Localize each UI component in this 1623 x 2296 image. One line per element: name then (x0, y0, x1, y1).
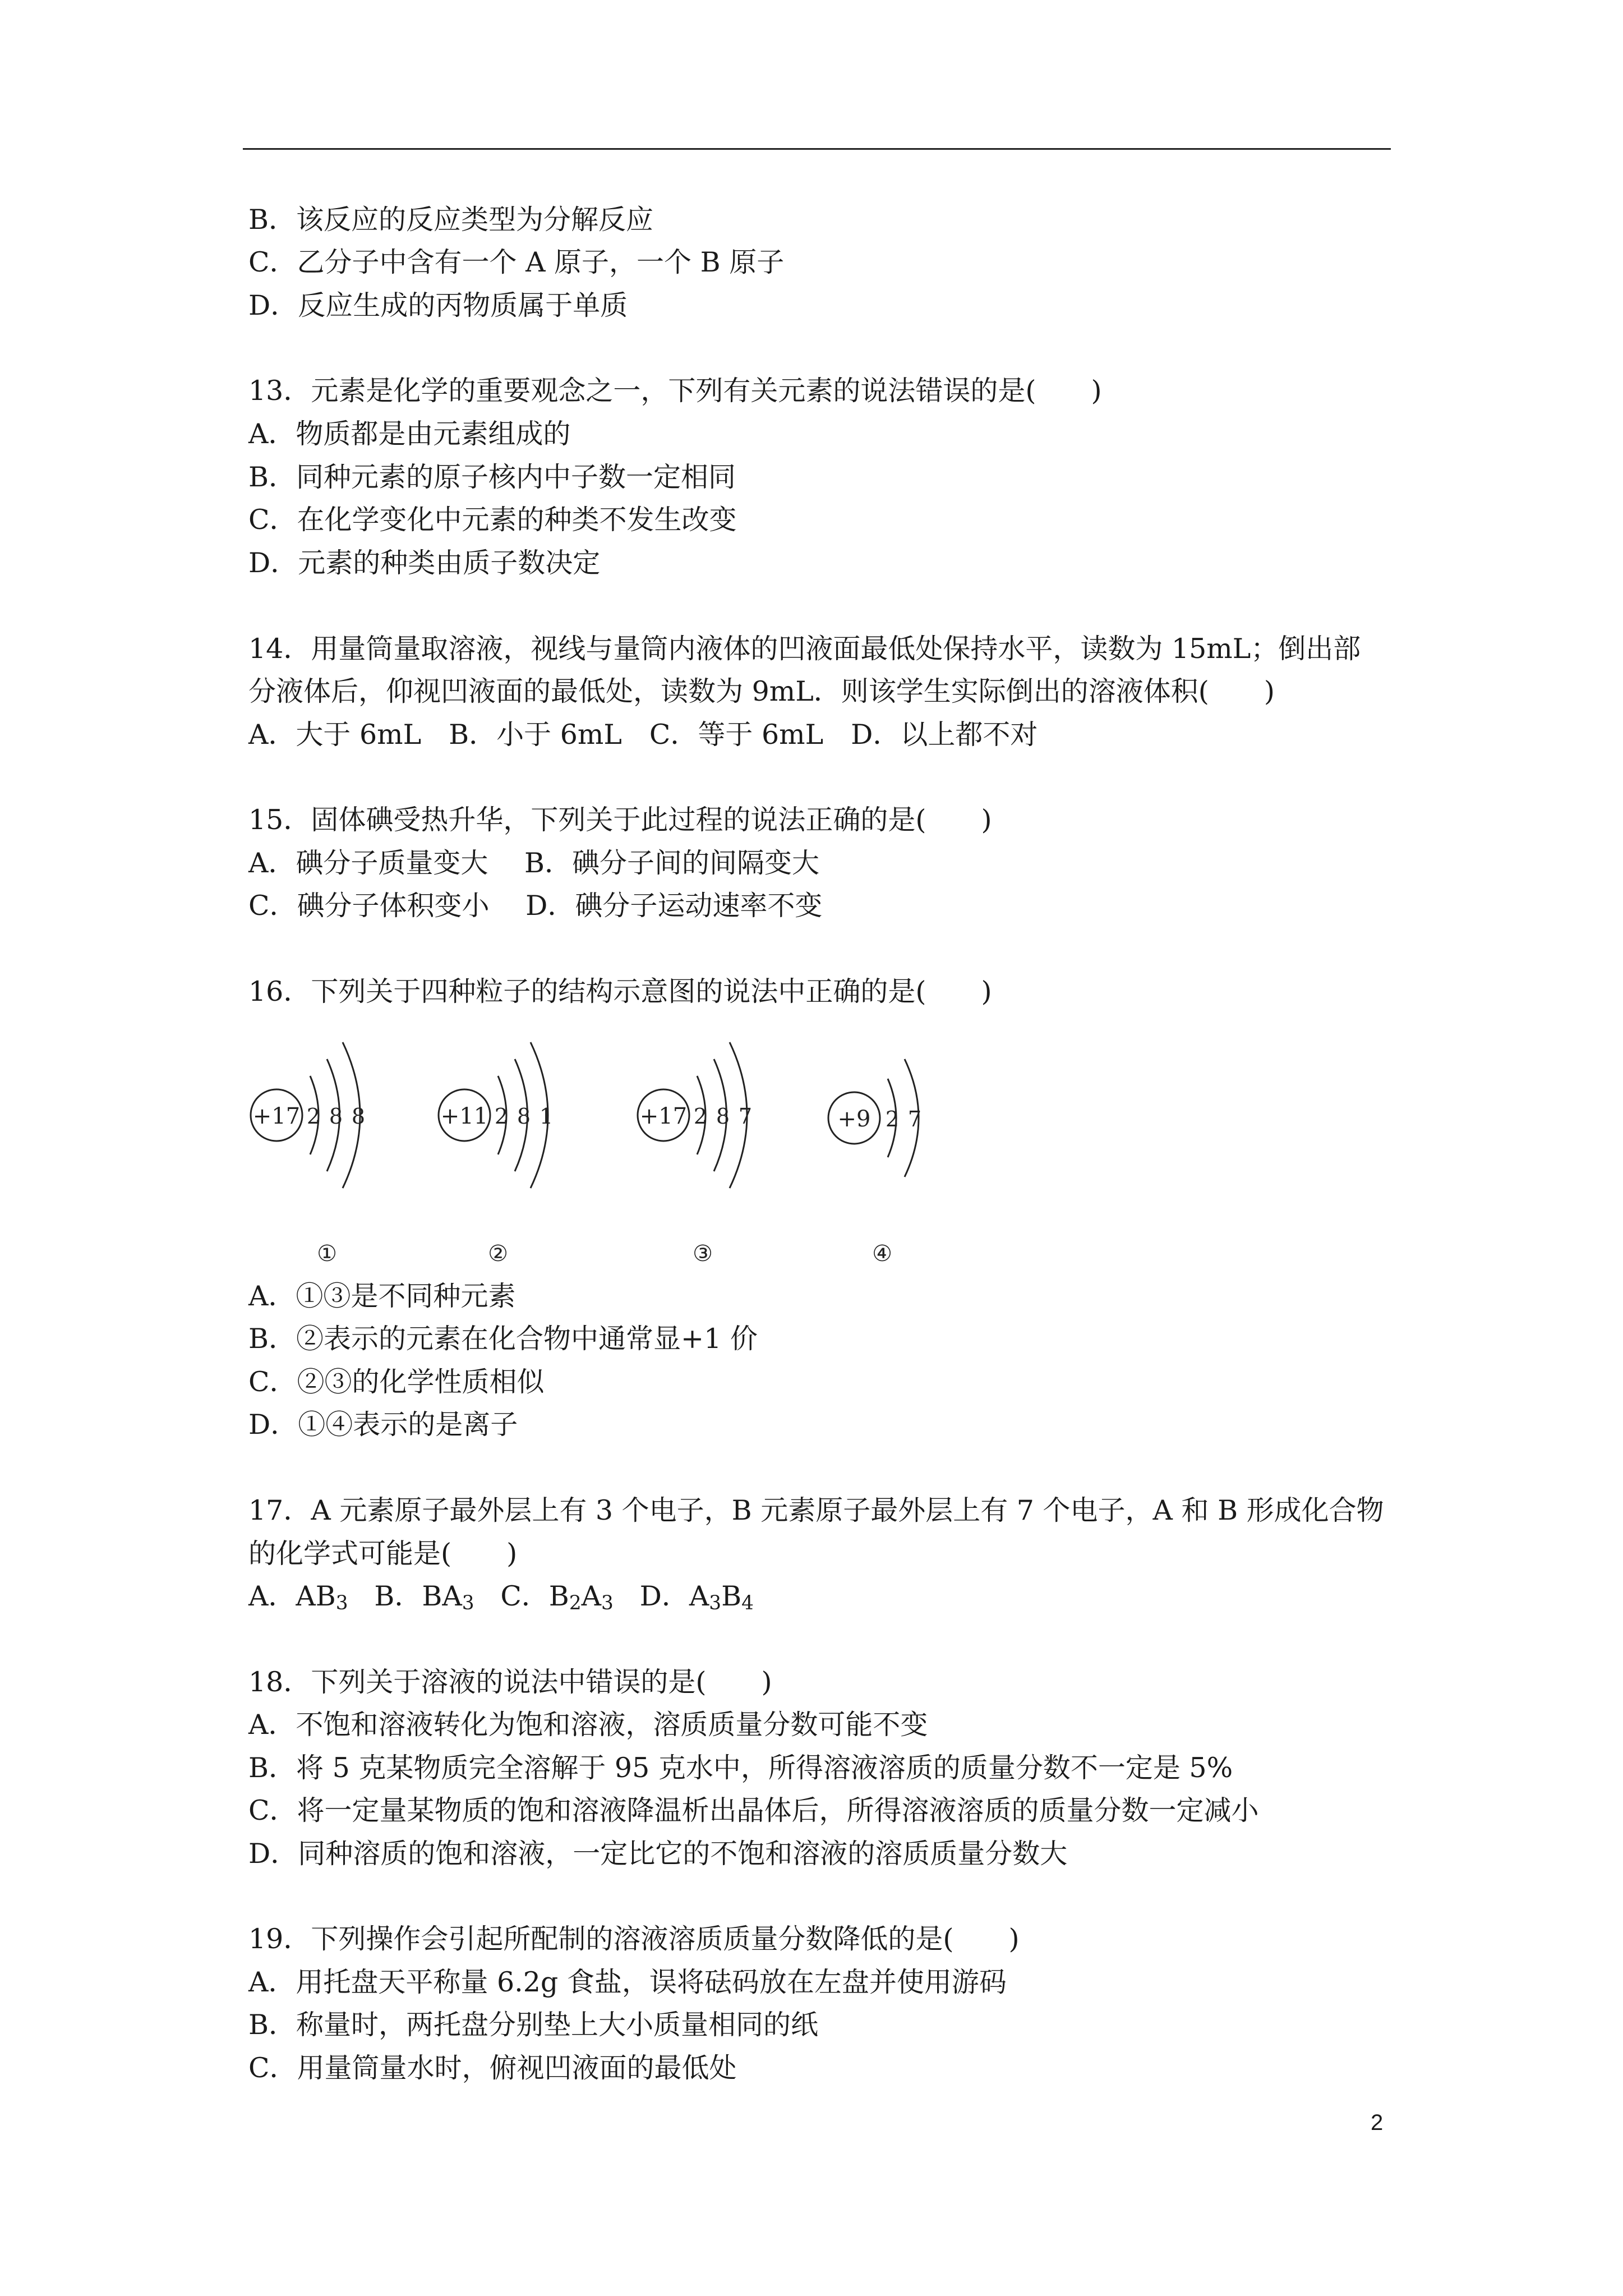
q17-stem-line1: 17．A 元素原子最外层上有 3 个电子，B 元素原子最外层上有 7 个电子，A 和 B 形成化合物 (248, 1494, 1384, 1526)
q19-option-c: C．用量筒量水时，俯视凹液面的最低处 (248, 2052, 737, 2084)
q13-stem: 13．元素是化学的重要观念之一，下列有关元素的说法错误的是( ) (248, 375, 1102, 407)
prev-option-d: D．反应生成的丙物质属于单质 (248, 289, 628, 321)
diagram-label: ① (317, 1241, 337, 1267)
q16-option-b: B．②表示的元素在化合物中通常显+1 价 (248, 1323, 758, 1355)
q15-stem: 15．固体碘受热升华，下列关于此过程的说法正确的是( ) (248, 804, 992, 836)
formula-subscript: 3 (335, 1591, 348, 1614)
q18-option-c: C．将一定量某物质的饱和溶液降温析出晶体后，所得溶液溶质的质量分数一定减小 (248, 1795, 1259, 1826)
q19-stem: 19．下列操作会引起所配制的溶液溶质质量分数降低的是( ) (248, 1923, 1020, 1955)
q15-options-row2: C．碘分子体积变小 D．碘分子运动速率不变 (248, 890, 823, 922)
nucleus-charge: +17 (639, 1103, 688, 1129)
shell-electron-count: 1 (539, 1104, 554, 1129)
q18-option-a: A．不饱和溶液转化为饱和溶液，溶质质量分数可能不变 (248, 1709, 928, 1741)
q18-option-b: B．将 5 克某物质完全溶解于 95 克水中，所得溶液溶质的质量分数不一定是 5% (248, 1752, 1233, 1784)
formula-subscript: 4 (741, 1591, 754, 1614)
q17-option-a (248, 1580, 348, 1612)
page-number: 2 (1371, 2110, 1384, 2135)
shell-electron-count: 8 (329, 1104, 343, 1129)
q13-option-d: D．元素的种类由质子数决定 (248, 547, 601, 579)
shell-electron-count: 8 (517, 1104, 531, 1129)
diagram-label: ④ (872, 1241, 892, 1267)
q16-option-a: A．①③是不同种元素 (248, 1280, 516, 1312)
atom-diagram-2 (439, 1042, 553, 1267)
q16-option-d: D．①④表示的是离子 (248, 1409, 518, 1441)
q13-option-b: B．同种元素的原子核内中子数一定相同 (248, 461, 736, 493)
q13-option-c: C．在化学变化中元素的种类不发生改变 (248, 504, 737, 536)
shell-electron-count: 8 (716, 1104, 730, 1129)
q18-option-d: D．同种溶质的饱和溶液，一定比它的不饱和溶液的溶质质量分数大 (248, 1838, 1068, 1870)
shell-electron-count: 8 (351, 1104, 366, 1129)
diagram-label: ② (488, 1241, 508, 1267)
formula-subscript: 3 (601, 1591, 614, 1614)
prev-option-b: B．该反应的反应类型为分解反应 (248, 204, 654, 236)
shell-electron-count: 2 (494, 1104, 509, 1129)
formula-subscript: 2 (569, 1591, 582, 1614)
q19-option-b: B．称量时，两托盘分别垫上大小质量相同的纸 (248, 2009, 819, 2041)
prev-option-c: C．乙分子中含有一个 A 原子，一个 B 原子 (248, 246, 785, 278)
formula-text: B．BA (374, 1580, 462, 1612)
nucleus-charge: +9 (837, 1106, 871, 1132)
nucleus-charge: +17 (252, 1103, 301, 1129)
formula-subscript: 3 (462, 1591, 474, 1614)
header-rule (243, 148, 1391, 150)
shell-electron-count: 7 (738, 1104, 753, 1129)
shell-electron-count: 7 (907, 1107, 922, 1131)
shell-electron-count: 2 (885, 1107, 900, 1131)
q14-options: A．大于 6mL B．小于 6mL C．等于 6mL D．以上都不对 (248, 719, 1038, 751)
q14-stem-line1: 14．用量筒量取溶液，视线与量筒内液体的凹液面最低处保持水平，读数为 15mL；倒出部 (248, 633, 1361, 665)
q16-stem: 16．下列关于四种粒子的结构示意图的说法中正确的是( ) (248, 976, 992, 1007)
q17-stem-line2: 的化学式可能是( ) (248, 1538, 518, 1570)
q17-options (248, 1582, 754, 1613)
q14-stem-line2: 分液体后，仰视凹液面的最低处，读数为 9mL．则该学生实际倒出的溶液体积( ) (248, 675, 1275, 707)
diagram-label: ③ (693, 1241, 713, 1267)
atom-diagram-4 (828, 1059, 921, 1267)
q15-options-row1: A．碘分子质量变大 B．碘分子间的间隔变大 (248, 847, 819, 879)
formula-text: C．B (500, 1580, 569, 1612)
atom-diagram-3 (638, 1042, 752, 1267)
nucleus-charge: +11 (440, 1103, 488, 1129)
formula-text: A．AB (248, 1580, 336, 1612)
formula-text: A (581, 1580, 602, 1612)
atom-diagram-1 (251, 1042, 365, 1267)
atom-structure-diagrams (243, 1014, 938, 1272)
q17-option-d (640, 1580, 754, 1612)
formula-subscript: 3 (709, 1591, 722, 1614)
formula-text: B (721, 1580, 742, 1612)
shell-electron-count: 2 (693, 1104, 708, 1129)
formula-text: D．A (639, 1580, 709, 1612)
q18-stem: 18．下列关于溶液的说法中错误的是( ) (248, 1666, 772, 1698)
q17-option-b (374, 1580, 474, 1612)
q17-option-c (500, 1580, 614, 1612)
shell-electron-count: 2 (306, 1104, 321, 1129)
q16-option-c: C．②③的化学性质相似 (248, 1366, 545, 1398)
q13-option-a: A．物质都是由元素组成的 (248, 418, 571, 450)
q19-option-a: A．用托盘天平称量 6.2g 食盐，误将砝码放在左盘并使用游码 (248, 1966, 1007, 1998)
